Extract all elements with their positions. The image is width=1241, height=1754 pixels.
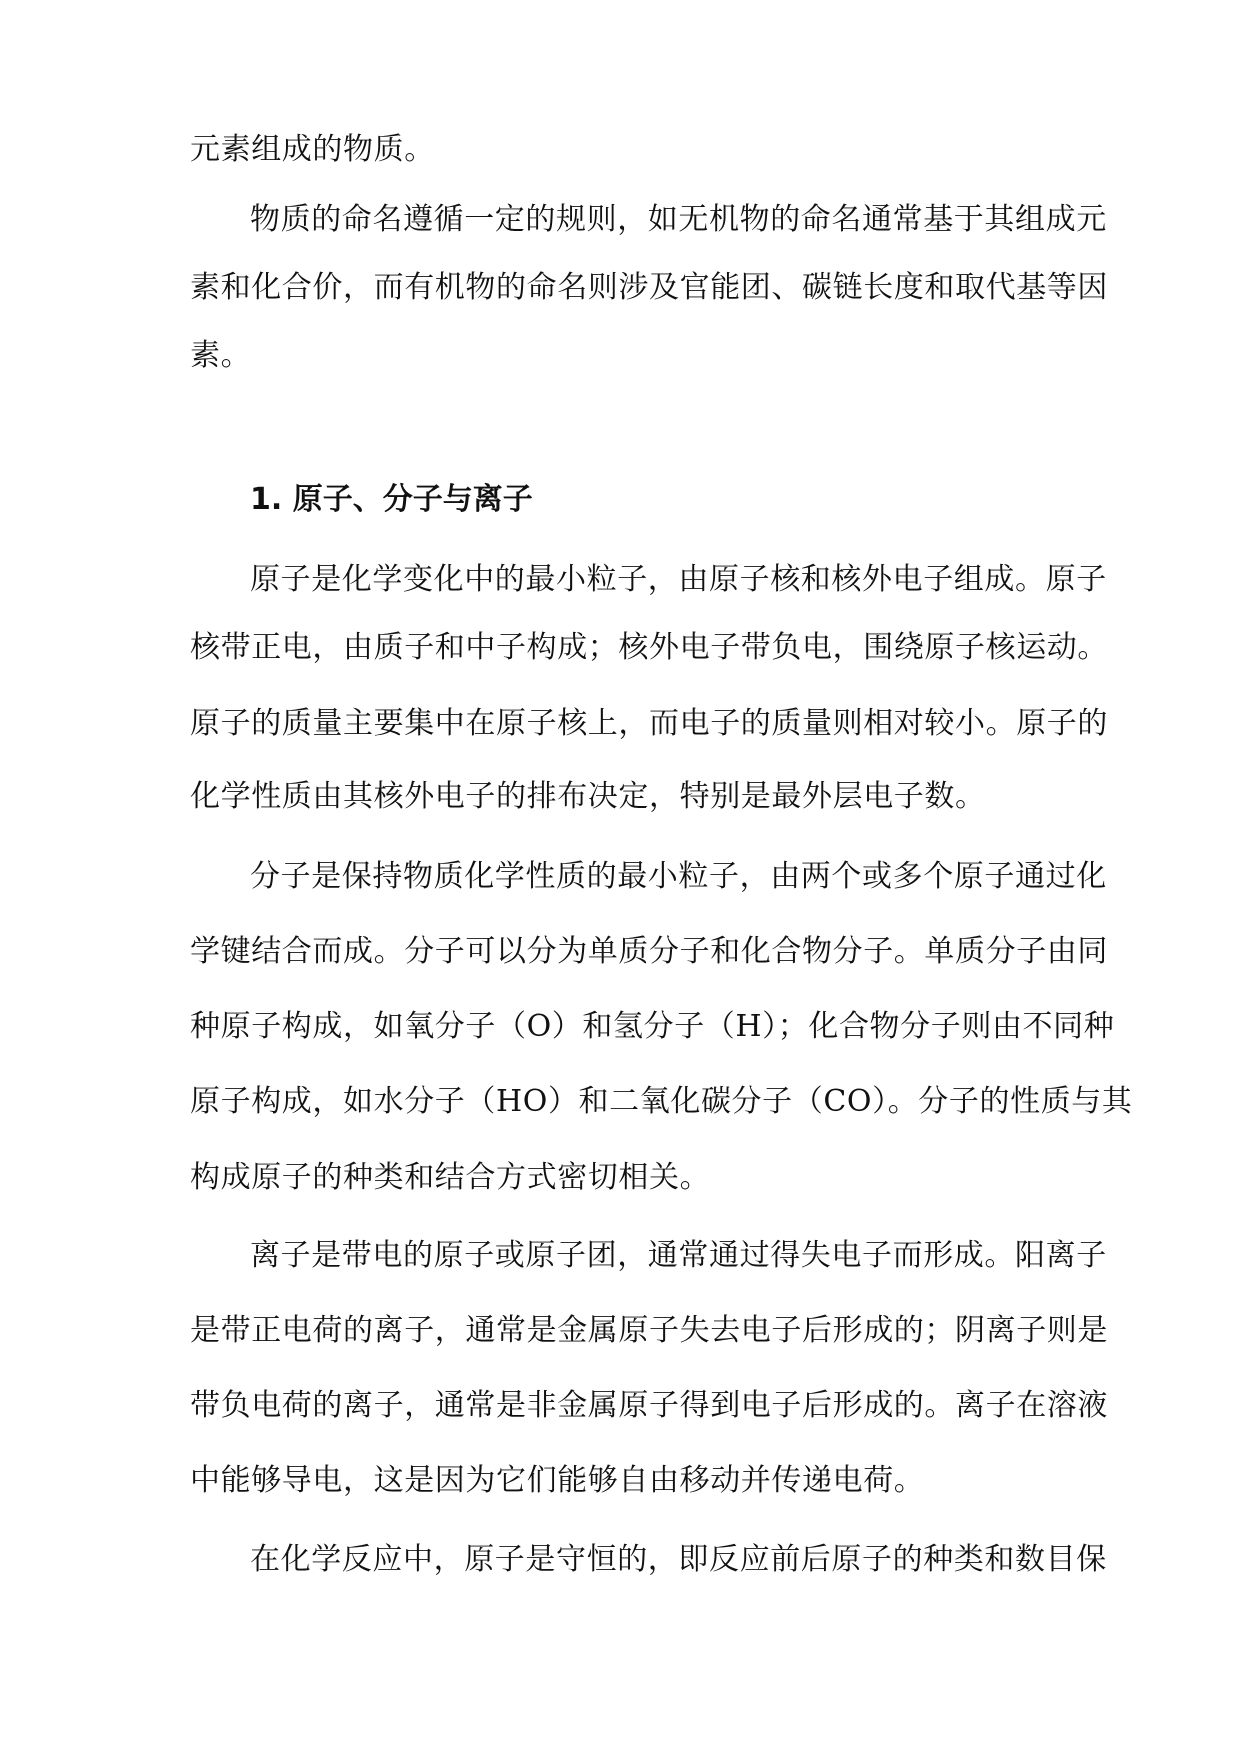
molecule-paragraph-line-3: 种原子构成，如氧分子（O）和氢分子（H）；化合物分子则由不同种 — [190, 1009, 1115, 1044]
molecule-paragraph-line-5: 构成原子的种类和结合方式密切相关。 — [190, 1160, 711, 1195]
atom-paragraph-line-4: 化学性质由其核外电子的排布决定，特别是最外层电子数。 — [190, 779, 986, 814]
ion-paragraph-line-2: 是带正电荷的离子，通常是金属原子失去电子后形成的；阴离子则是 — [190, 1313, 1108, 1348]
atom-paragraph-line-2: 核带正电，由质子和中子构成；核外电子带负电，围绕原子核运动。 — [190, 630, 1108, 665]
molecule-paragraph-line-2: 学键结合而成。分子可以分为单质分子和化合物分子。单质分子由同 — [190, 934, 1108, 969]
atom-paragraph-line-3: 原子的质量主要集中在原子核上，而电子的质量则相对较小。原子的 — [190, 706, 1108, 741]
reaction-paragraph-line-1: 在化学反应中，原子是守恒的，即反应前后原子的种类和数目保 — [250, 1542, 1107, 1577]
molecule-paragraph-line-1: 分子是保持物质化学性质的最小粒子，由两个或多个原子通过化 — [250, 859, 1107, 894]
naming-paragraph-line-2: 素和化合价，而有机物的命名则涉及官能团、碳链长度和取代基等因 — [190, 270, 1108, 305]
section-heading: 1. 原子、分子与离子 — [250, 482, 533, 517]
ion-paragraph-line-1: 离子是带电的原子或原子团，通常通过得失电子而形成。阳离子 — [250, 1238, 1107, 1273]
molecule-paragraph-line-4: 原子构成，如水分子（HO）和二氧化碳分子（CO）。分子的性质与其 — [190, 1084, 1133, 1119]
naming-paragraph-line-1: 物质的命名遵循一定的规则，如无机物的命名通常基于其组成元 — [250, 202, 1107, 237]
ion-paragraph-line-3: 带负电荷的离子，通常是非金属原子得到电子后形成的。离子在溶液 — [190, 1388, 1108, 1423]
intro-tail-line: 元素组成的物质。 — [190, 132, 435, 167]
ion-paragraph-line-4: 中能够导电，这是因为它们能够自由移动并传递电荷。 — [190, 1463, 925, 1498]
naming-paragraph-line-3: 素。 — [190, 338, 252, 373]
atom-paragraph-line-1: 原子是化学变化中的最小粒子，由原子核和核外电子组成。原子 — [250, 562, 1107, 597]
